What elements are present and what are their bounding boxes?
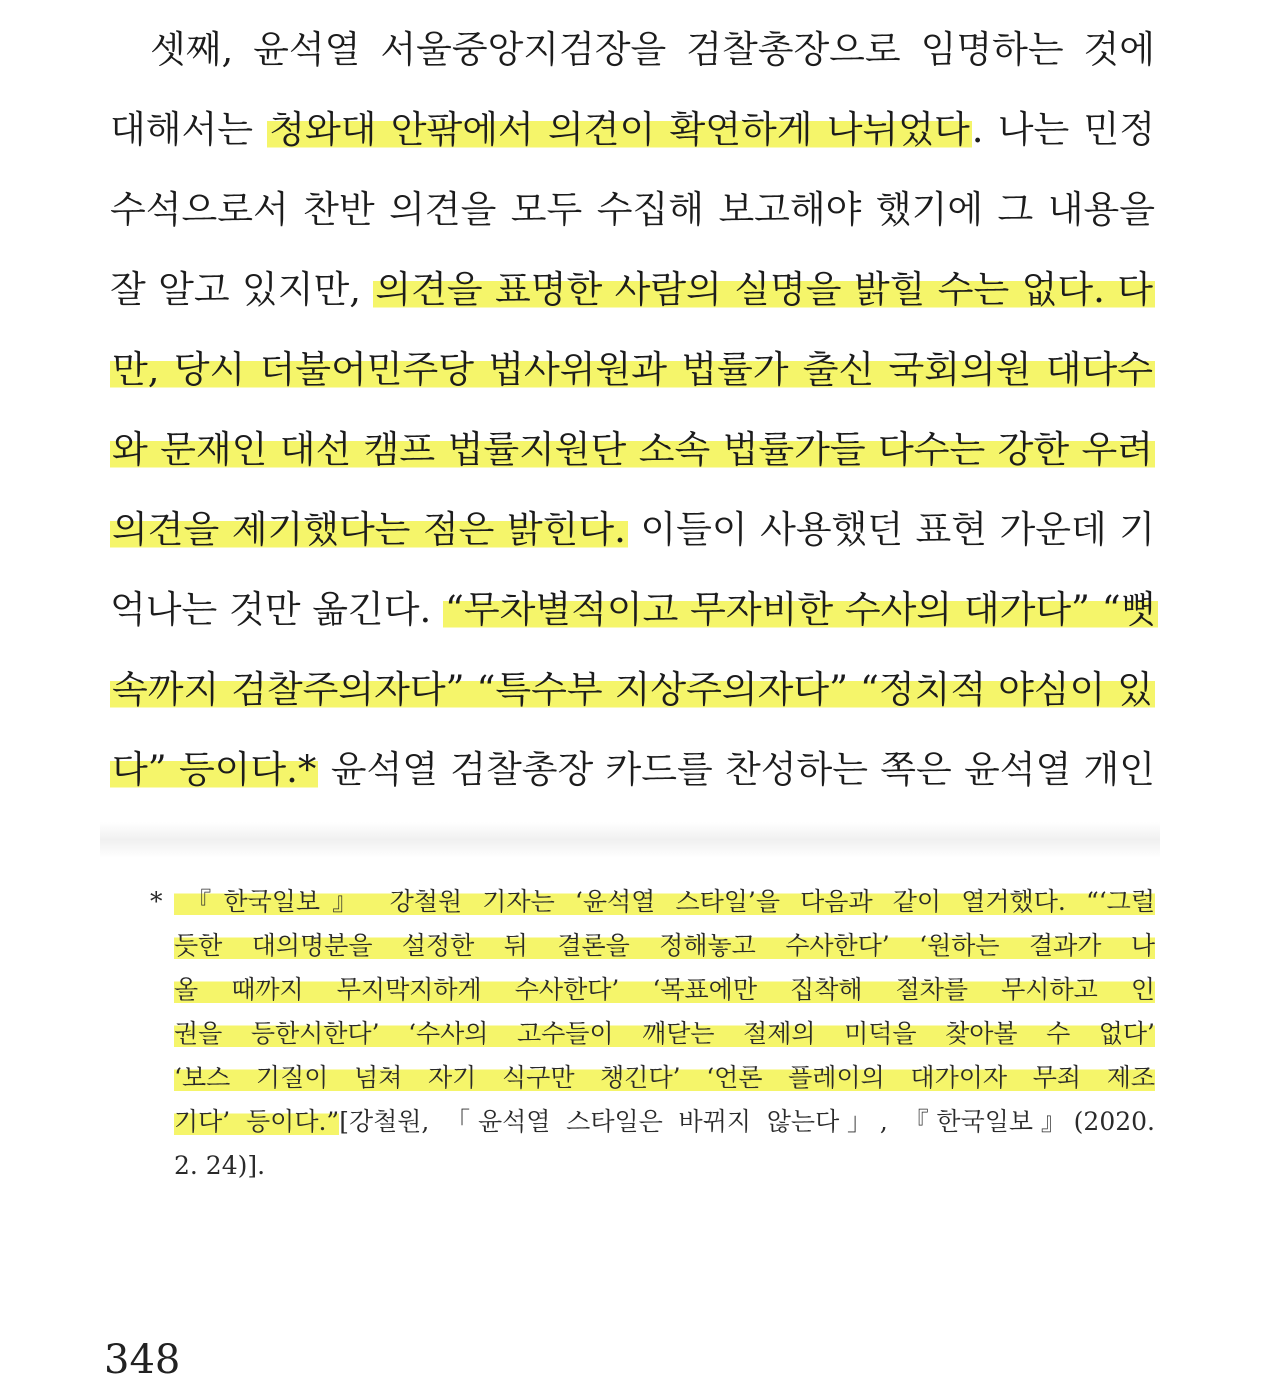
body-line-3 (110, 170, 1155, 250)
plain-text: . 나는 민정 (971, 108, 1155, 151)
highlighted-text: 와 문재인 대선 캠프 법률지원단 소속 법률가들 다수는 강한 우려 (112, 428, 1153, 471)
plain-text: 억나는 것만 옮긴다. (110, 588, 443, 631)
plain-text: 이들이 사용했던 표현 가운데 기 (627, 508, 1155, 551)
footnote-line-3 (150, 968, 1155, 1012)
body-line-8 (110, 570, 1155, 650)
body-line-2 (110, 90, 1155, 170)
footnote-marker: * (150, 887, 163, 916)
plain-text: [강철원, 「윤석열 스타일은 바뀌지 않는다」, 『한국일보』(2020. (339, 1107, 1155, 1136)
highlighted-text: 속까지 검찰주의자다” “특수부 지상주의자다” “정치적 야심이 있 (112, 668, 1153, 711)
highlighted-text: 의견을 제기했다는 점은 밝힌다. (112, 508, 626, 551)
body-line-7 (110, 490, 1155, 570)
highlighted-text: 다” 등이다.* (112, 748, 317, 791)
footnote-line-4 (150, 1012, 1155, 1056)
faint-bleed-through-line (100, 822, 1160, 858)
highlighted-text: 권을 등한시한다’ ‘수사의 고수들이 깨닫는 절제의 미덕을 찾아볼 수 없다’ (174, 1019, 1155, 1048)
highlighted-text: 올 때까지 무지막지하게 수사한다’ ‘목표에만 집착해 절차를 무시하고 인 (174, 975, 1155, 1004)
highlighted-text: 『한국일보』 강철원 기자는 ‘윤석열 스타일’을 다음과 같이 열거했다. “‘그럴 (174, 887, 1155, 916)
footnote-line-6 (150, 1100, 1155, 1144)
body-line-4 (110, 250, 1155, 330)
highlighted-text: 기다’ 등이다.” (174, 1107, 340, 1136)
footnote (150, 880, 1155, 1188)
footnote-line-2 (150, 924, 1155, 968)
highlighted-text: ‘보스 기질이 넘쳐 자기 식구만 챙긴다’ ‘언론 플레이의 대가이자 무죄 제조 (174, 1063, 1155, 1092)
body-line-5 (110, 330, 1155, 410)
highlighted-text: 듯한 대의명분을 설정한 뒤 결론을 정해놓고 수사한다’ ‘원하는 결과가 나 (174, 931, 1155, 960)
plain-text: 2. 24)]. (174, 1151, 266, 1180)
highlighted-text: 청와대 안팎에서 의견이 확연하게 나뉘었다 (269, 108, 970, 151)
plain-text: 대해서는 (110, 108, 268, 151)
body-line-6 (110, 410, 1155, 490)
plain-text: 수석으로서 찬반 의견을 모두 수집해 보고해야 했기에 그 내용을 (110, 188, 1155, 231)
plain-text: 셋째, 윤석열 서울중앙지검장을 검찰총장으로 임명하는 것에 (150, 28, 1155, 71)
plain-text: 윤석열 검찰총장 카드를 찬성하는 쪽은 윤석열 개인 (318, 748, 1155, 791)
body-line-10 (110, 730, 1155, 810)
plain-text: 잘 알고 있지만, (110, 268, 374, 311)
page-number: 348 (104, 1337, 181, 1383)
highlighted-text: “무차별적이고 무자비한 수사의 대가다” “뼛 (444, 588, 1157, 631)
footnote-line-1 (150, 880, 1155, 924)
body-line-9 (110, 650, 1155, 730)
highlighted-text: 만, 당시 더불어민주당 법사위원과 법률가 출신 국회의원 대다수 (112, 348, 1153, 391)
footnote-line-7 (150, 1144, 1155, 1188)
body-line-1 (150, 10, 1155, 90)
highlighted-text: 의견을 표명한 사람의 실명을 밝힐 수는 없다. 다 (375, 268, 1153, 311)
footnote-line-5 (150, 1056, 1155, 1100)
